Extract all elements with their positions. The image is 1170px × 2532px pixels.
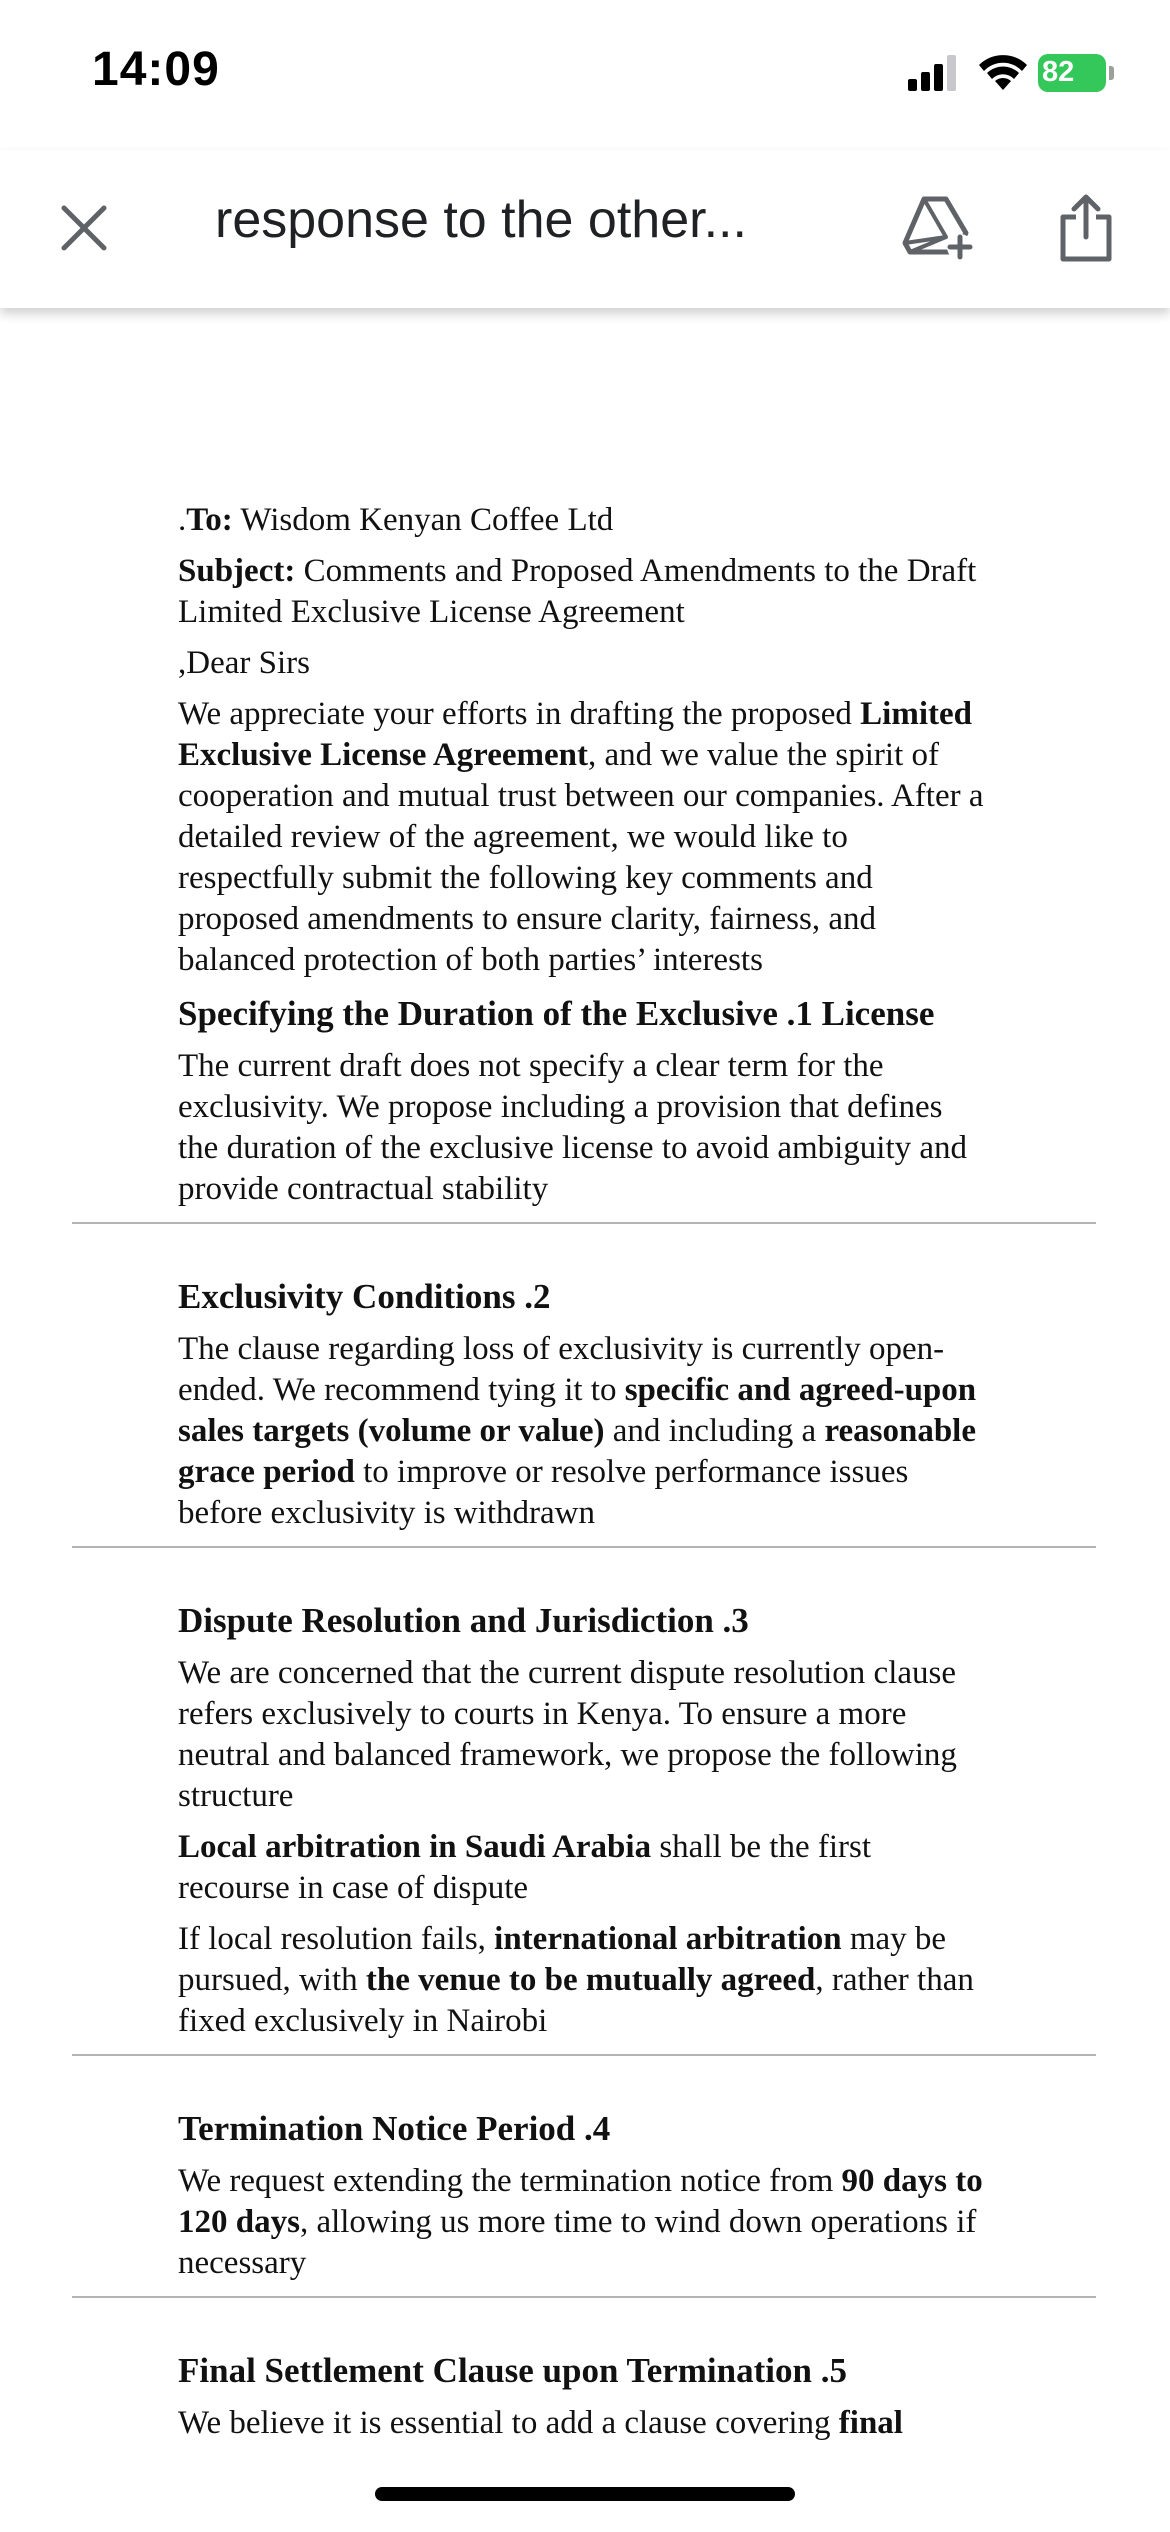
section-3-body: We are concerned that the current dispute resolution clause refers exclusively to courts in Kenya. To ensure a more neutral and balanced framework, we propose the following structure: [178, 1655, 957, 1814]
divider: [72, 2296, 1096, 2298]
section-1-heading: Specifying the Duration of the Exclusive .1 License: [178, 994, 935, 1033]
to-value: Wisdom Kenyan Coffee Ltd: [240, 502, 614, 538]
status-time: 14:09: [92, 43, 220, 96]
divider: [72, 1546, 1096, 1548]
document-toolbar: [0, 150, 1170, 308]
to-line: .To: Wisdom Kenyan Coffee Ltd: [178, 502, 614, 538]
document-content: [178, 500, 990, 2454]
status-bar: [0, 0, 1170, 150]
cellular-signal-icon: [908, 55, 960, 91]
battery-charging-icon: [1038, 54, 1116, 92]
home-indicator[interactable]: [375, 2487, 795, 2501]
section-3-bullet-1: Local arbitration in Saudi Arabia shall be the first recourse in case of dispute: [178, 1829, 872, 1906]
subject-label: Subject:: [178, 553, 296, 589]
intro-paragraph: We appreciate your efforts in drafting the proposed Limited Exclusive License Agreement, and we value the spirit of cooperation and mutual trust between our companies. After a detailed review of the agreement, we would like to respectfully submit the following key comments and proposed amendments to ensure clarity, fairness, and balanced protection of both parties’ interests: [178, 696, 984, 978]
document-viewer[interactable]: [0, 320, 1170, 2532]
section-2-heading: Exclusivity Conditions .2: [178, 1277, 551, 1316]
share-icon[interactable]: [1058, 193, 1114, 263]
document-title: response to the other...: [215, 191, 747, 249]
salutation: ,Dear Sirs: [178, 645, 310, 681]
section-2-body: The clause regarding loss of exclusivity is currently open-ended. We recommend tying it to specific and agreed-upon sales targets (volume or value) and including a reasonable grace period to improve or resolve performance issues before exclusivity is withdrawn: [178, 1331, 977, 1531]
subject-line: [178, 551, 990, 633]
section-4-heading: Termination Notice Period .4: [178, 2109, 611, 2148]
add-to-drive-button[interactable]: [898, 188, 978, 268]
share-button[interactable]: [1046, 188, 1126, 268]
close-button[interactable]: [46, 190, 122, 266]
to-label: To:: [186, 502, 233, 538]
add-to-drive-icon[interactable]: [902, 195, 974, 261]
section-3-heading: Dispute Resolution and Jurisdiction .3: [178, 1601, 749, 1640]
subject-value: Comments and Proposed Amendments to the Draft Limited Exclusive License Agreement: [178, 553, 977, 630]
battery-level: 82: [1042, 56, 1075, 88]
divider: [72, 2054, 1096, 2056]
section-4-body: We request extending the termination notice from 90 days to 120 days, allowing us more time to wind down operations if necessary: [178, 2163, 983, 2281]
section-5-heading: Final Settlement Clause upon Termination .5: [178, 2351, 847, 2390]
section-3-bullet-2: If local resolution fails, international arbitration may be pursued, with the venue to be mutually agreed, rather than fixed exclusively in Nairobi: [178, 1921, 974, 2039]
section-5-body: We believe it is essential to add a clause covering final: [178, 2405, 903, 2441]
close-icon[interactable]: [60, 204, 108, 252]
divider: [72, 1222, 1096, 1224]
section-1-body: The current draft does not specify a clear term for the exclusivity. We propose including a provision that defines the duration of the exclusive license to avoid ambiguity and provide contractual stability: [178, 1048, 968, 1207]
wifi-icon: [978, 52, 1028, 92]
